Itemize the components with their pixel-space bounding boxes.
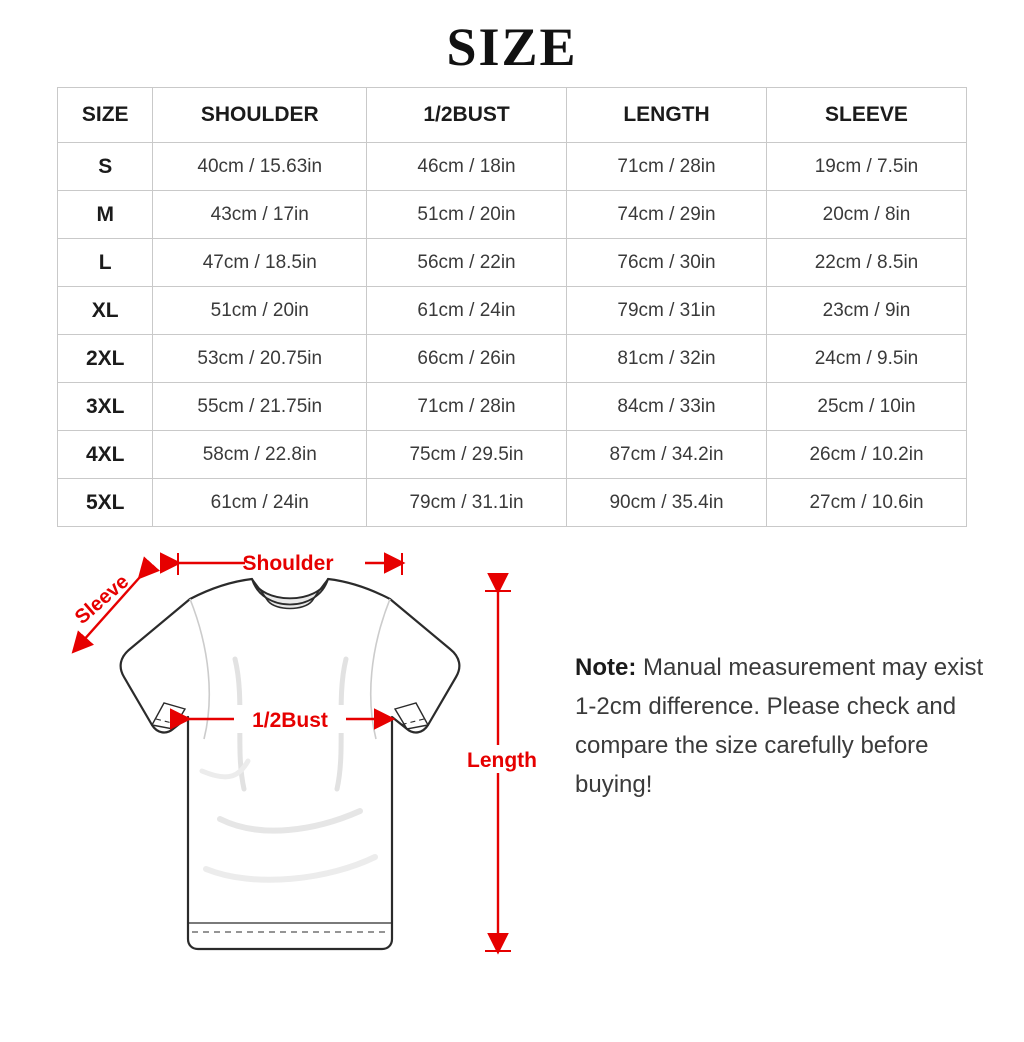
- cell-size: S: [58, 143, 153, 191]
- column-header-shoulder: SHOULDER: [153, 88, 367, 143]
- cell-size: 5XL: [58, 479, 153, 527]
- cell-length: 90cm / 35.4in: [567, 479, 767, 527]
- cell-bust: 46cm / 18in: [367, 143, 567, 191]
- table-row: [58, 191, 967, 239]
- cell-length: 79cm / 31in: [567, 287, 767, 335]
- column-header-sleeve: SLEEVE: [766, 88, 966, 143]
- cell-bust: 79cm / 31.1in: [367, 479, 567, 527]
- cell-size: 2XL: [58, 335, 153, 383]
- cell-bust: 51cm / 20in: [367, 191, 567, 239]
- cell-bust: 71cm / 28in: [367, 383, 567, 431]
- table-row: [58, 479, 967, 527]
- sleeve-label: Sleeve: [70, 570, 134, 630]
- cell-sleeve: 20cm / 8in: [766, 191, 966, 239]
- cell-shoulder: 47cm / 18.5in: [153, 239, 367, 287]
- cell-sleeve: 27cm / 10.6in: [766, 479, 966, 527]
- note-label: Note:: [575, 654, 637, 682]
- tshirt-diagram: [30, 539, 550, 1009]
- sleeve-dimension: [71, 571, 140, 651]
- cell-length: 84cm / 33in: [567, 383, 767, 431]
- cell-shoulder: 43cm / 17in: [153, 191, 367, 239]
- table-row: [58, 431, 967, 479]
- column-header-length: LENGTH: [567, 88, 767, 143]
- cell-shoulder: 58cm / 22.8in: [153, 431, 367, 479]
- shoulder-dimension: [178, 549, 402, 577]
- cell-size: 3XL: [58, 383, 153, 431]
- cell-sleeve: 26cm / 10.2in: [766, 431, 966, 479]
- cell-length: 76cm / 30in: [567, 239, 767, 287]
- cell-bust: 56cm / 22in: [367, 239, 567, 287]
- shoulder-label: Shoulder: [242, 552, 334, 576]
- note-text: Manual measurement may exist 1-2cm difference. Please check and compare the size carefully before buying!: [575, 654, 984, 799]
- cell-shoulder: 51cm / 20in: [153, 287, 367, 335]
- cell-sleeve: 24cm / 9.5in: [766, 335, 966, 383]
- length-dimension: [464, 591, 542, 951]
- page-title: SIZE: [446, 17, 578, 77]
- table-row: [58, 143, 967, 191]
- tshirt-outline: [121, 579, 460, 949]
- measurement-illustration-section: [0, 539, 1024, 1009]
- cell-length: 71cm / 28in: [567, 143, 767, 191]
- column-header-bust: 1/2BUST: [367, 88, 567, 143]
- table-row: [58, 335, 967, 383]
- cell-sleeve: 22cm / 8.5in: [766, 239, 966, 287]
- table-row: [58, 287, 967, 335]
- cell-size: L: [58, 239, 153, 287]
- cell-shoulder: 55cm / 21.75in: [153, 383, 367, 431]
- cell-bust: 75cm / 29.5in: [367, 431, 567, 479]
- cell-shoulder: 61cm / 24in: [153, 479, 367, 527]
- bust-label: 1/2Bust: [252, 709, 328, 733]
- cell-bust: 61cm / 24in: [367, 287, 567, 335]
- table-row: [58, 383, 967, 431]
- cell-size: M: [58, 191, 153, 239]
- cell-shoulder: 53cm / 20.75in: [153, 335, 367, 383]
- cell-length: 87cm / 34.2in: [567, 431, 767, 479]
- table-row: [58, 239, 967, 287]
- length-label: Length: [467, 749, 537, 773]
- table-header-row: [58, 88, 967, 143]
- cell-sleeve: 25cm / 10in: [766, 383, 966, 431]
- cell-length: 81cm / 32in: [567, 335, 767, 383]
- cell-sleeve: 23cm / 9in: [766, 287, 966, 335]
- cell-size: XL: [58, 287, 153, 335]
- size-chart-table: [57, 87, 967, 527]
- tshirt-svg: [30, 539, 550, 1009]
- cell-size: 4XL: [58, 431, 153, 479]
- cell-shoulder: 40cm / 15.63in: [153, 143, 367, 191]
- cell-length: 74cm / 29in: [567, 191, 767, 239]
- note-block: [575, 649, 995, 805]
- cell-sleeve: 19cm / 7.5in: [766, 143, 966, 191]
- column-header-size: SIZE: [58, 88, 153, 143]
- cell-bust: 66cm / 26in: [367, 335, 567, 383]
- size-table-wrapper: [57, 87, 967, 527]
